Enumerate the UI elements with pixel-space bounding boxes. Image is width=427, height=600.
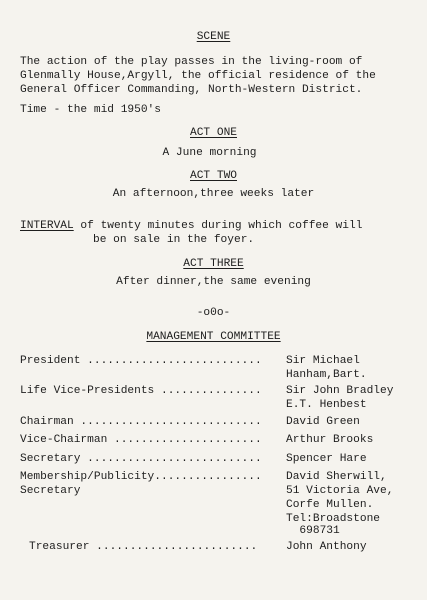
role-vice-chairman: Vice-Chairman ......................	[20, 434, 262, 446]
role-membership-publicity: Membership/Publicity................	[20, 471, 262, 483]
act-three-desc: After dinner,the same evening	[116, 276, 311, 288]
name-president-2: Hanham,Bart.	[286, 369, 367, 381]
scene-text-line-2: Glenmally House,Argyll, the official residence of the	[20, 70, 376, 82]
name-membership-5: 698731	[286, 525, 340, 537]
interval-text: of twenty minutes during which coffee will	[73, 220, 363, 232]
role-secretary: Secretary ..........................	[20, 453, 262, 465]
scene-text-line-1: The action of the play passes in the living-room of	[20, 56, 363, 68]
act-one-desc: A June morning	[162, 147, 257, 159]
name-vice-chairman: Arthur Brooks	[286, 434, 374, 446]
name-membership-4: Tel:Broadstone	[286, 513, 380, 525]
act-three-title: ACT THREE	[183, 258, 244, 270]
name-president-1: Sir Michael	[286, 355, 360, 367]
act-two-desc: An afternoon,three weeks later	[112, 188, 315, 200]
scene-heading: SCENE	[196, 31, 231, 43]
role-life-vice-presidents: Life Vice-Presidents ...............	[20, 385, 262, 397]
name-membership-2: 51 Victoria Ave,	[286, 485, 394, 497]
divider: -o0o-	[196, 307, 231, 319]
name-life-vp-1: Sir John Bradley	[286, 385, 394, 397]
role-chairman: Chairman ...........................	[20, 416, 262, 428]
act-one-title: ACT ONE	[190, 127, 237, 139]
role-membership-secretary: Secretary	[20, 485, 81, 497]
name-treasurer: John Anthony	[286, 541, 367, 553]
time-line: Time - the mid 1950's	[20, 104, 161, 116]
name-chairman: David Green	[286, 416, 360, 428]
act-two-title: ACT TWO	[190, 170, 237, 182]
role-president: President ..........................	[20, 355, 262, 367]
name-secretary: Spencer Hare	[286, 453, 367, 465]
committee-heading: MANAGEMENT COMMITTEE	[146, 331, 281, 343]
name-membership-3: Corfe Mullen.	[286, 499, 374, 511]
name-life-vp-2: E.T. Henbest	[286, 399, 367, 411]
interval-label: INTERVAL	[20, 220, 74, 232]
interval-line-2: be on sale in the foyer.	[93, 234, 255, 246]
scene-text-line-3: General Officer Commanding, North-Western District.	[20, 84, 363, 96]
role-treasurer: Treasurer ........................	[29, 541, 258, 553]
name-membership-1: David Sherwill,	[286, 471, 387, 483]
interval-line-1	[20, 219, 362, 233]
